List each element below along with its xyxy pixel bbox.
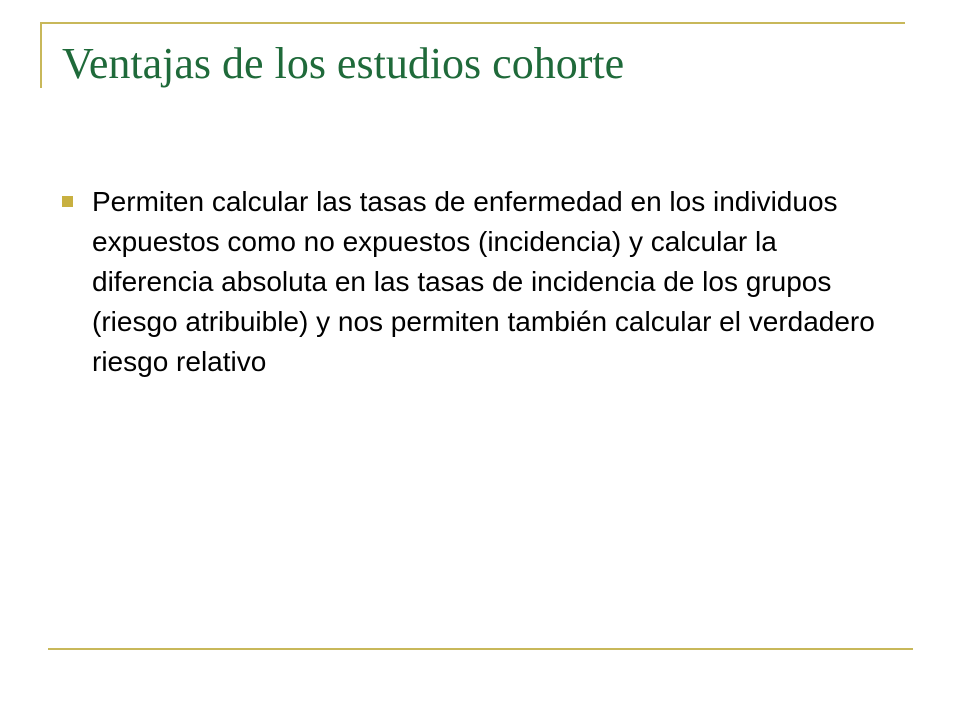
slide-body [62,182,882,382]
bullet-text: Permiten calcular las tasas de enfermedad en los individuos expuestos como no expuestos (incidencia) y calcular la diferencia absoluta en las tasas de incidencia de los grupos (riesgo atribuible) y nos permiten también calcular el verdadero riesgo relativo [92,186,875,377]
frame-top-line [40,22,905,24]
frame-left-line [40,22,42,88]
slide-title: Ventajas de los estudios cohorte [62,39,625,88]
frame-bottom-line [48,648,913,650]
square-bullet-icon [62,196,73,207]
bullet-item [62,182,882,382]
